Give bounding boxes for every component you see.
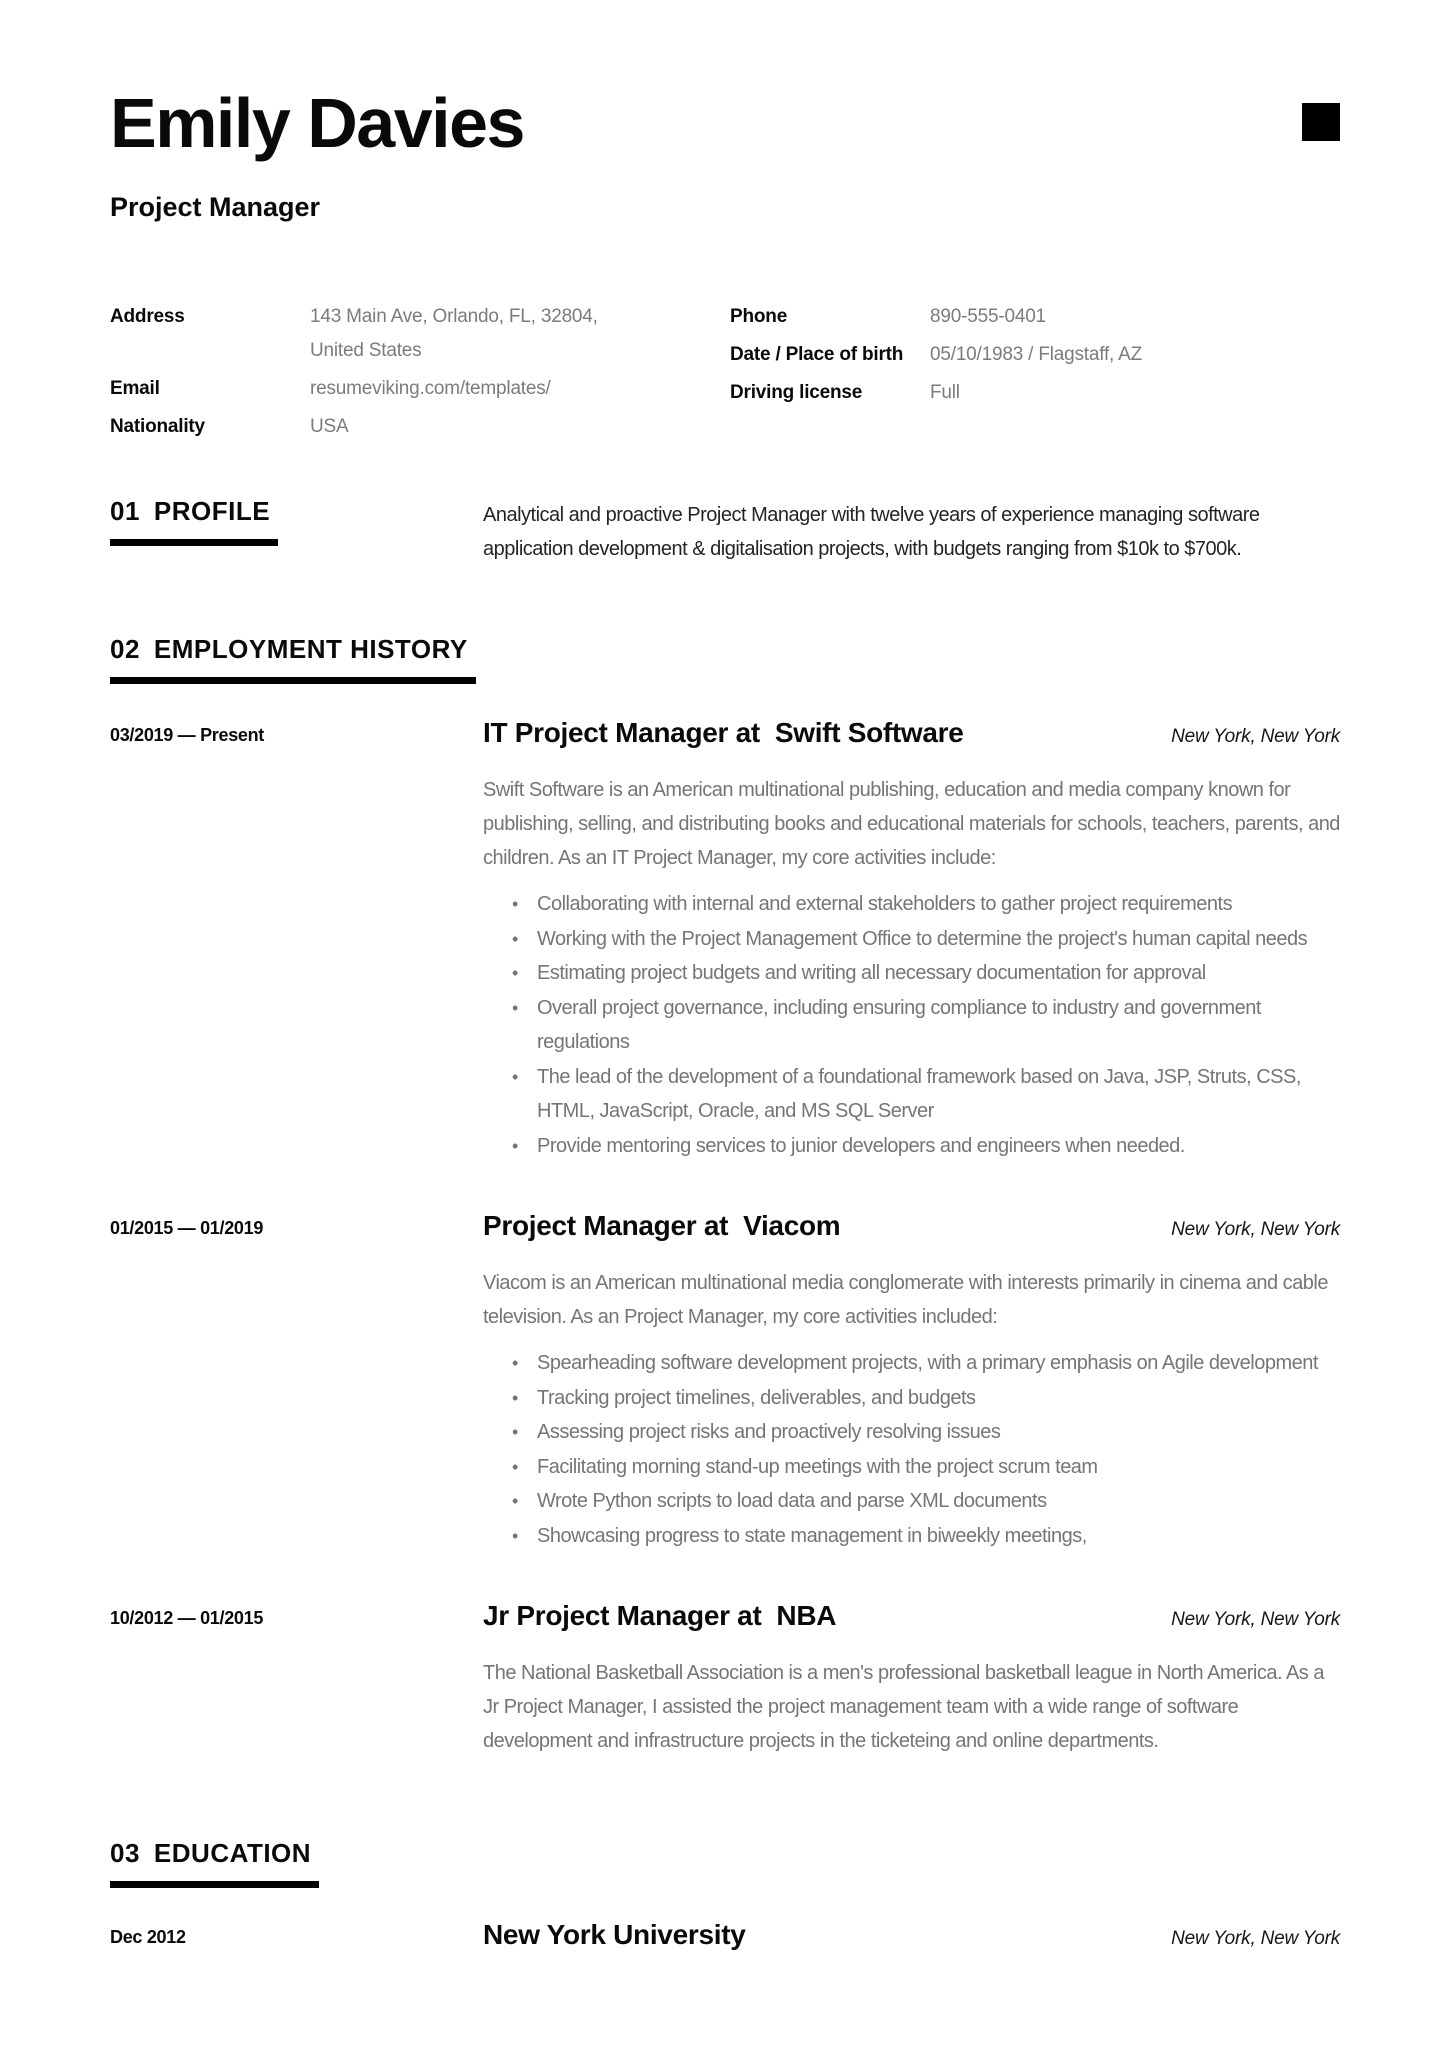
contact-row-email <box>110 372 730 406</box>
job-entry-swift-software <box>110 716 1340 1163</box>
job-entry-nba <box>110 1599 1340 1758</box>
phone-value: 890-555-0401 <box>930 306 1046 327</box>
contact-info <box>110 300 1340 448</box>
birth-label: Date / Place of birth <box>730 344 904 365</box>
job-bullet: • Collaborating with internal and external stakeholders to gather project requirements <box>483 887 1340 922</box>
job-head <box>483 1209 1340 1243</box>
job-title-heading: IT Project Manager at Swift Software <box>483 717 964 748</box>
section-title: EDUCATION <box>153 1838 312 1868</box>
job-bullet: • Overall project governance, including ensuring compliance to industry and government regulations <box>483 991 1340 1060</box>
job-intro: Swift Software is an American multinational publishing, education and media company known for publishing, selling, and distributing books and educational materials for schools, teachers, parents, and children. As an IT Project Manager, my core activities include: <box>483 779 1340 869</box>
job-bullet: • Facilitating morning stand-up meetings with the project scrum team <box>483 1450 1340 1485</box>
contact-row-phone <box>730 300 1340 334</box>
job-bullet: • Provide mentoring services to junior developers and engineers when needed. <box>483 1129 1340 1164</box>
job-bullet-list <box>483 887 1340 1163</box>
email-label: Email <box>110 378 160 399</box>
job-main <box>483 716 1340 1163</box>
job-bullet: • Spearheading software development projects, with a primary emphasis on Agile development <box>483 1346 1340 1381</box>
page-title: Emily Davies <box>110 84 524 162</box>
job-role-subtitle: Project Manager <box>110 192 321 222</box>
job-bullet: • Estimating project budgets and writing all necessary documentation for approval <box>483 956 1340 991</box>
phone-label: Phone <box>730 306 788 327</box>
email-value[interactable]: resumeviking.com/templates/ <box>310 378 551 399</box>
job-intro: Viacom is an American multinational media conglomerate with interests primarily in cinema and cable television. As an Project Manager, my core activities included: <box>483 1272 1328 1328</box>
job-title-heading: Jr Project Manager at NBA <box>483 1600 837 1631</box>
address-label: Address <box>110 306 185 327</box>
license-value: Full <box>930 382 960 403</box>
job-main <box>483 1599 1340 1758</box>
section-heading-employment <box>110 634 476 684</box>
section-education <box>110 1838 1340 1952</box>
nationality-value: USA <box>310 416 349 437</box>
contact-column-right <box>730 300 1340 448</box>
job-dates: 03/2019 — Present <box>110 725 264 745</box>
contact-row-birth <box>730 338 1340 372</box>
job-head <box>483 716 1340 750</box>
job-dates: 01/2015 — 01/2019 <box>110 1218 264 1238</box>
job-entry-viacom <box>110 1209 1340 1553</box>
section-profile-heading-cell <box>110 496 483 546</box>
section-number: 03 <box>110 1838 140 1868</box>
job-location: New York, New York <box>1171 1219 1340 1240</box>
brand-square-icon <box>1302 103 1340 141</box>
job-main <box>483 1209 1340 1553</box>
job-bullet-list <box>483 1346 1340 1553</box>
section-heading-profile <box>110 496 278 546</box>
address-value: 143 Main Ave, Orlando, FL, 32804, United States <box>310 306 598 361</box>
nationality-label: Nationality <box>110 416 205 437</box>
job-bullet: • Assessing project risks and proactively resolving issues <box>483 1415 1340 1450</box>
profile-summary: Analytical and proactive Project Manager with twelve years of experience managing software application development & digitalisation projects, with budgets ranging from $10k to $700k. <box>483 504 1260 560</box>
education-main <box>483 1918 1340 1952</box>
job-location: New York, New York <box>1171 726 1340 747</box>
job-bullet: • Wrote Python scripts to load data and parse XML documents <box>483 1484 1340 1519</box>
job-dates: 10/2012 — 01/2015 <box>110 1608 264 1628</box>
section-employment <box>110 634 1340 1758</box>
section-number: 02 <box>110 634 140 664</box>
contact-row-license <box>730 376 1340 410</box>
job-head <box>483 1599 1340 1633</box>
contact-row-address <box>110 300 730 368</box>
job-intro: The National Basketball Association is a men's professional basketball league in North America. As a Jr Project Manager, I assisted the project management team with a wide range of software development and infrastructure projects in the ticketeing and online departments. <box>483 1662 1324 1752</box>
birth-value: 05/10/1983 / Flagstaff, AZ <box>930 344 1143 365</box>
education-dates: Dec 2012 <box>110 1927 186 1947</box>
section-number: 01 <box>110 496 140 526</box>
job-bullet: • Tracking project timelines, deliverables, and budgets <box>483 1381 1340 1416</box>
job-bullet: • The lead of the development of a foundational framework based on Java, JSP, Struts, CSS, HTML, JavaScript, Oracle, and MS SQL Server <box>483 1060 1340 1129</box>
contact-column-left <box>110 300 730 448</box>
job-bullet: • Working with the Project Management Office to determine the project's human capital needs <box>483 922 1340 957</box>
contact-row-nationality <box>110 410 730 444</box>
education-location: New York, New York <box>1171 1928 1340 1949</box>
section-profile <box>110 496 1340 566</box>
section-title: PROFILE <box>153 496 271 526</box>
job-bullet: • Showcasing progress to state management in biweekly meetings, <box>483 1519 1340 1554</box>
job-title-heading: Project Manager at Viacom <box>483 1210 841 1241</box>
education-head <box>483 1918 1340 1952</box>
section-title: EMPLOYMENT HISTORY <box>153 634 468 664</box>
section-heading-education <box>110 1838 319 1888</box>
education-entry-nyu <box>110 1918 1340 1952</box>
education-title-heading: New York University <box>483 1919 746 1950</box>
job-location: New York, New York <box>1171 1609 1340 1630</box>
license-label: Driving license <box>730 382 863 403</box>
